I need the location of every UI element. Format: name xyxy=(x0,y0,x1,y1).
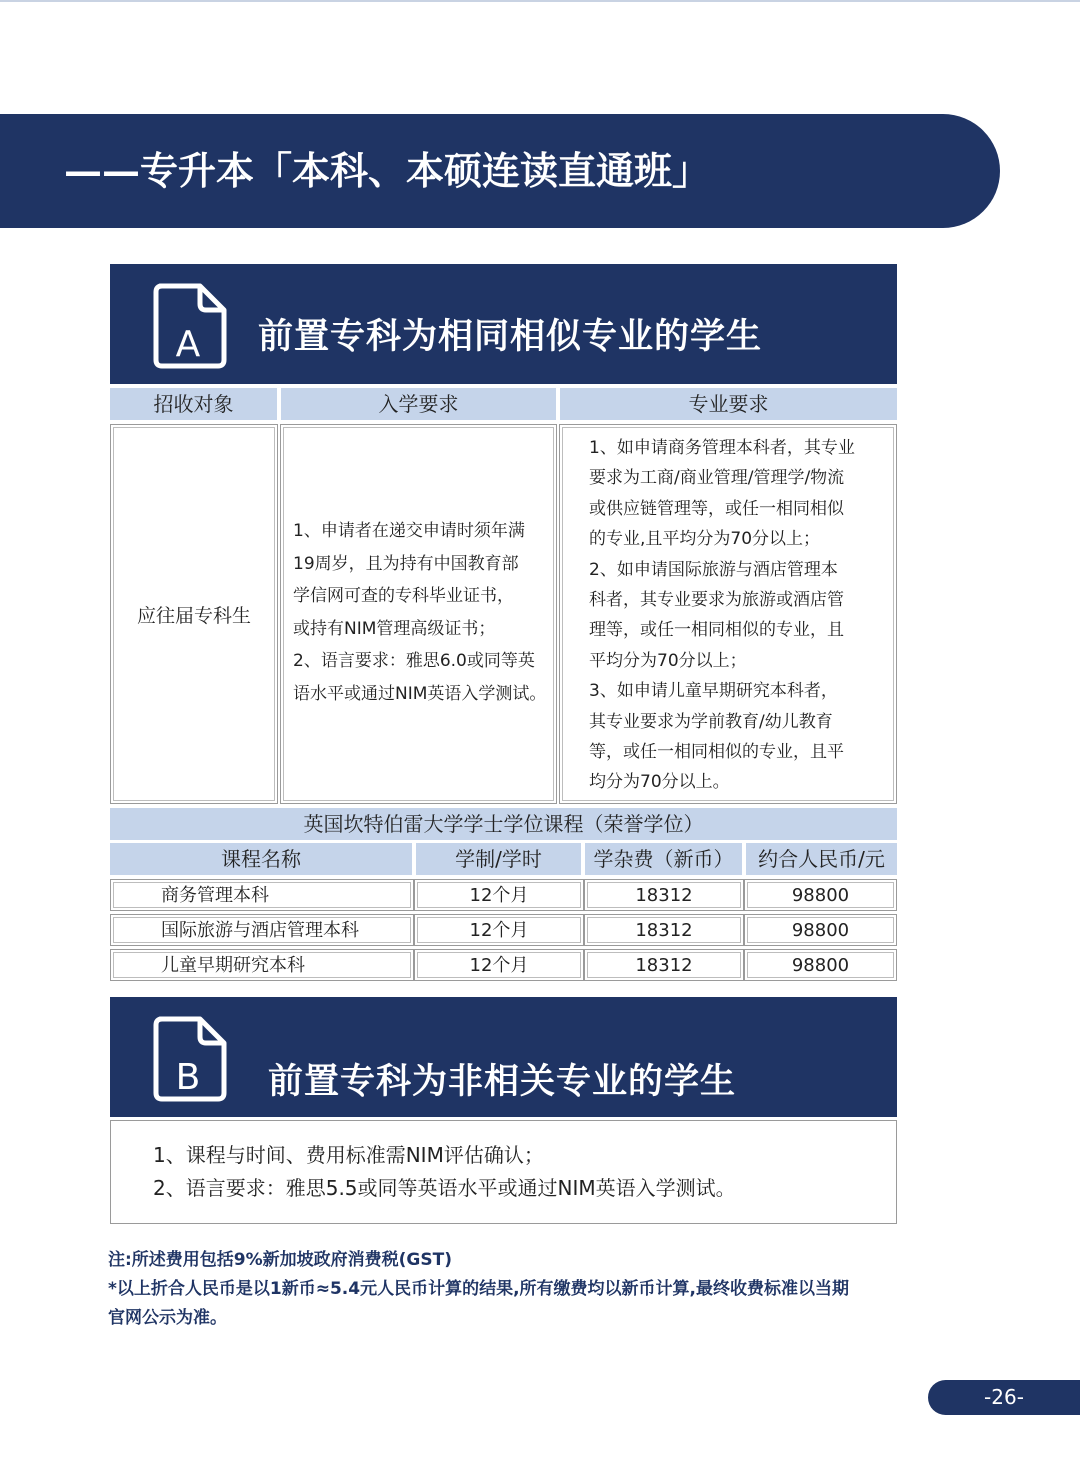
section-b-line: 1、课程与时间、费用标准需NIM评估确认； xyxy=(153,1143,544,1167)
col-fee-rmb: 约合人民币/元 xyxy=(746,843,897,875)
entry-requirements-cell xyxy=(280,424,557,804)
course-name-cell: 商务管理本科 xyxy=(110,879,414,911)
fee-rmb-cell: 98800 xyxy=(744,879,897,911)
col-course-name: 课程名称 xyxy=(110,843,412,875)
fee-note: 注:所述费用包括9%新加坡政府消费税(GST) xyxy=(108,1250,452,1270)
header-entry-requirements: 入学要求 xyxy=(281,388,556,420)
fee-sgd-cell: 18312 xyxy=(584,879,744,911)
section-a-header xyxy=(110,264,897,384)
section-b-body xyxy=(110,1120,897,1224)
section-b-title: 前置专科为非相关专业的学生 xyxy=(268,1062,737,1102)
document-icon xyxy=(150,1015,230,1103)
col-fee-sgd: 学杂费（新币） xyxy=(585,843,742,875)
header-major-requirements: 专业要求 xyxy=(560,388,897,420)
major-requirements-cell xyxy=(559,424,897,804)
duration-cell: 12个月 xyxy=(414,949,584,981)
top-divider xyxy=(0,0,1080,2)
fee-rmb-cell: 98800 xyxy=(744,949,897,981)
duration-cell: 12个月 xyxy=(414,879,584,911)
page-number: -26- xyxy=(928,1380,1080,1415)
fee-note: *以上折合人民币是以1新币≈5.4元人民币计算的结果,所有缴费均以新币计算,最终收费标准以当期 xyxy=(108,1279,849,1299)
header-target: 招收对象 xyxy=(110,388,277,420)
section-b-icon-letter: B xyxy=(175,1057,201,1098)
document-icon xyxy=(150,282,230,370)
major-requirements-text: 1、如申请商务管理本科者，其专业 要求为工商/商业管理/管理学/物流 或供应链管理等，或任一相同相似 的专业,且平均分为70分以上； 2、如申请国际旅游与酒店管理本 科者，其专业要求为旅游或酒店管 理等，或任一相同相似的专业，且 平均分为70分以上； 3、如申请儿童早期研究本科者， 其专业要求为学前教育/幼儿教育 等，或任一相同相似的专业，且平 均分为70分以上。 xyxy=(589,438,855,793)
section-b-line: 2、语言要求：雅思5.5或同等英语水平或通过NIM英语入学测试。 xyxy=(153,1176,736,1200)
section-a-title: 前置专科为相同相似专业的学生 xyxy=(258,317,763,357)
banner-title: ——专升本「本科、本硕连读直通班」 xyxy=(64,148,711,193)
fee-rmb-cell: 98800 xyxy=(744,914,897,946)
target-cell xyxy=(110,424,278,804)
fee-sgd-cell: 18312 xyxy=(584,949,744,981)
course-name-cell: 国际旅游与酒店管理本科 xyxy=(110,914,414,946)
title-banner xyxy=(0,114,1000,228)
section-a-icon-letter: A xyxy=(175,324,201,365)
section-b-header xyxy=(110,997,897,1117)
entry-requirements-text: 1、申请者在递交申请时须年满 19周岁，且为持有中国教育部 学信网可查的专科毕业证书， 或持有NIM管理高级证书； 2、语言要求：雅思6.0或同等英 语水平或通过NIM英语入学测试。 xyxy=(293,521,547,704)
duration-cell: 12个月 xyxy=(414,914,584,946)
target-text: 应往届专科生 xyxy=(136,604,251,627)
fee-sgd-cell: 18312 xyxy=(584,914,744,946)
course-name-cell: 儿童早期研究本科 xyxy=(110,949,414,981)
fee-note: 官网公示为准。 xyxy=(108,1308,227,1328)
col-duration: 学制/学时 xyxy=(416,843,581,875)
course-table-caption: 英国坎特伯雷大学学士学位课程（荣誉学位） xyxy=(110,808,897,840)
